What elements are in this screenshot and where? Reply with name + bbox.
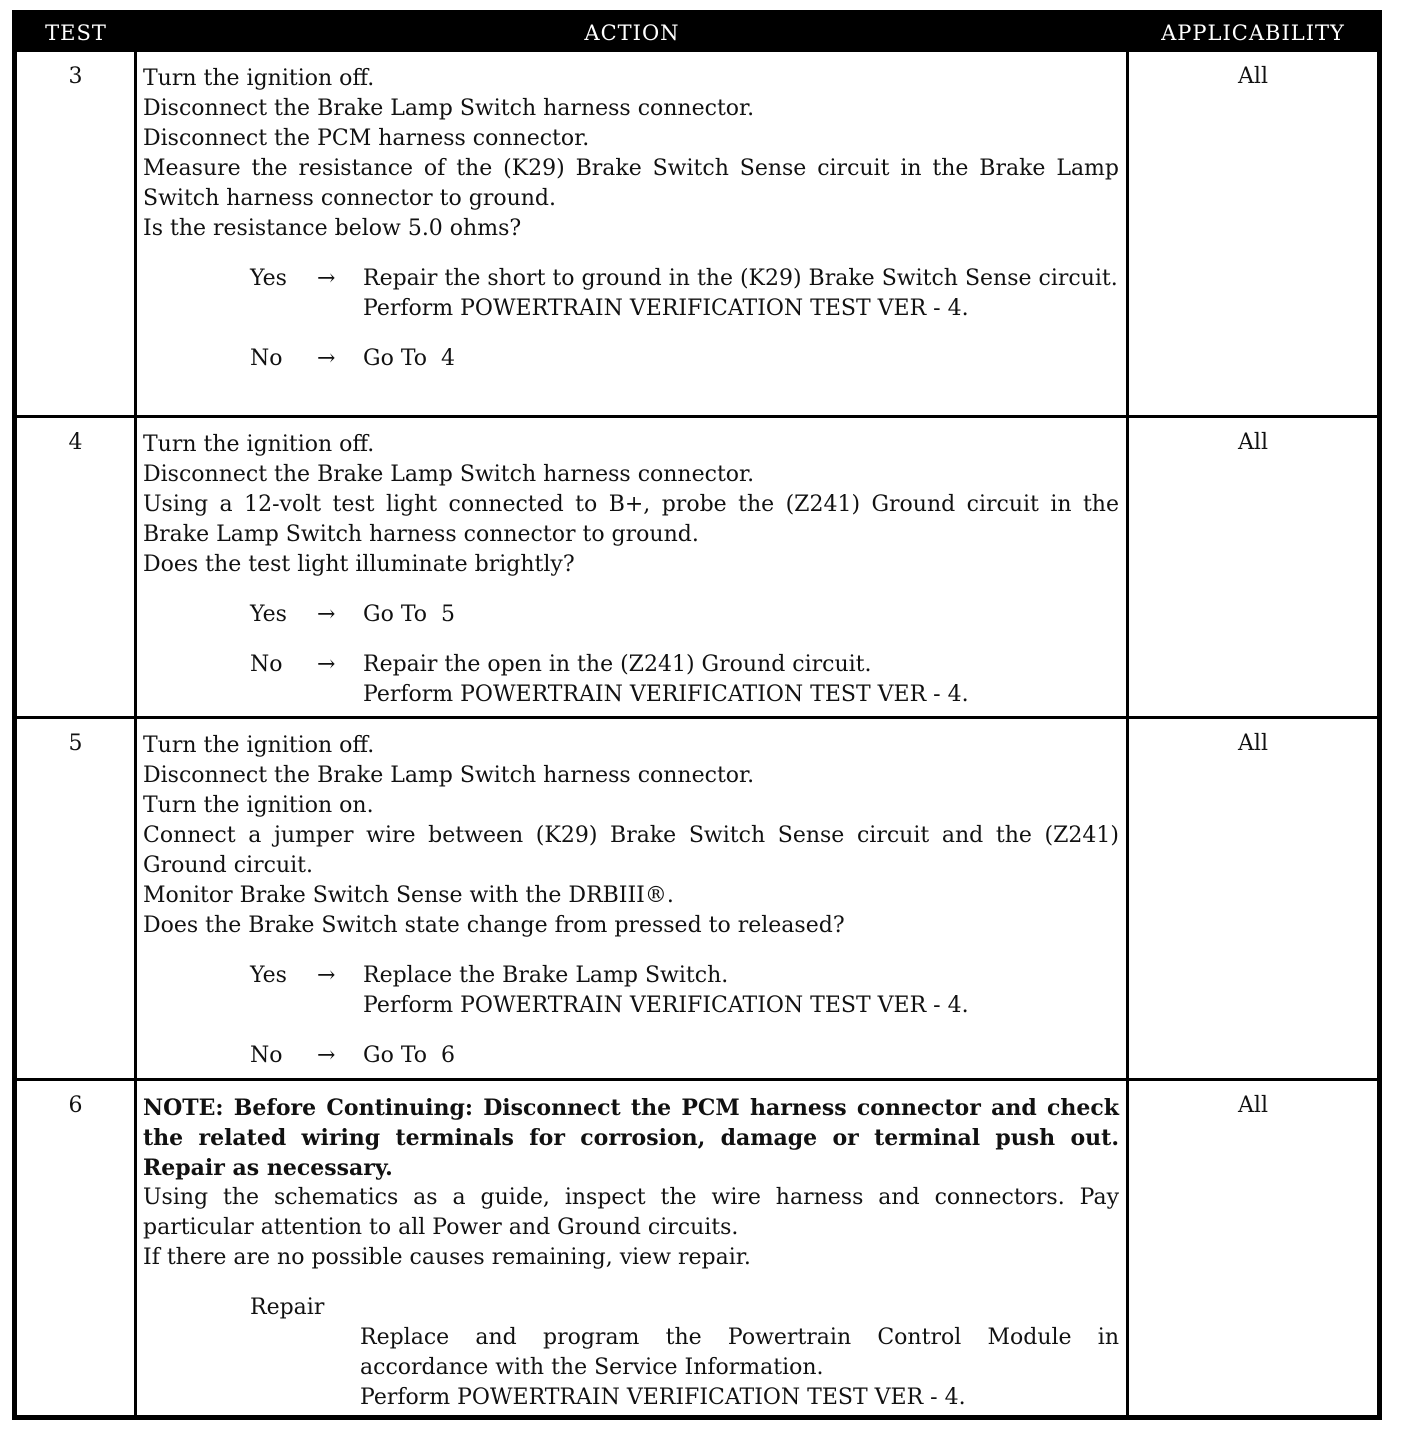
repair-label: Repair	[250, 1295, 325, 1320]
question-text: Is the resistance below 5.0 ohms?	[143, 216, 522, 241]
table-row	[17, 1078, 1377, 1415]
note-text: NOTE: Before Continuing: Disconnect the PCM harness connector and check the related wiring terminals for corrosion, damage or terminal push out. Repair as necessary.	[143, 1095, 1119, 1181]
step-text: Turn the ignition off.	[143, 66, 375, 91]
step-text: Using a 12-volt test light connected to B+, probe the (Z241) Ground circuit in the Brake Lamp Switch harness connector to ground.	[143, 492, 1119, 547]
right-arrow-icon: →	[317, 266, 336, 291]
no-text: Go To 4	[363, 346, 456, 371]
action-cell	[143, 731, 1119, 1071]
test-number: 5	[68, 731, 83, 756]
yes-text: Replace the Brake Lamp Switch.	[363, 963, 729, 988]
question-text: Does the test light illuminate brightly?	[143, 552, 575, 577]
no-option	[143, 344, 1119, 374]
applicability-value: All	[1238, 64, 1268, 89]
table-row	[17, 716, 1377, 1078]
yes-text: Go To 5	[363, 602, 456, 627]
step-text: If there are no possible causes remaining, view repair.	[143, 1245, 751, 1270]
right-arrow-icon: →	[317, 963, 336, 988]
header-test: TEST	[45, 21, 107, 45]
yes-option	[143, 264, 1119, 324]
right-arrow-icon: →	[317, 602, 336, 627]
test-number: 4	[68, 430, 83, 455]
step-text: Connect a jumper wire between (K29) Brake Switch Sense circuit and the (Z241) Ground circuit.	[143, 823, 1119, 878]
table-row	[17, 52, 1377, 415]
step-text: Disconnect the Brake Lamp Switch harness connector.	[143, 462, 755, 487]
right-arrow-icon: →	[317, 652, 336, 677]
step-text: Disconnect the Brake Lamp Switch harness connector.	[143, 96, 755, 121]
yes-label: Yes	[250, 963, 287, 988]
yes-label: Yes	[250, 266, 287, 291]
header-action: ACTION	[584, 21, 680, 45]
step-text: Monitor Brake Switch Sense with the DRBIII®.	[143, 883, 674, 908]
step-text: Turn the ignition on.	[143, 793, 374, 818]
no-option	[143, 650, 1119, 710]
action-cell	[143, 1093, 1119, 1413]
yes-text: Repair the short to ground in the (K29) Brake Switch Sense circuit.	[363, 266, 1118, 291]
step-text: Measure the resistance of the (K29) Brake Switch Sense circuit in the Brake Lamp Switch harness connector to ground.	[143, 156, 1119, 211]
step-text: Turn the ignition off.	[143, 733, 375, 758]
yes-text: Perform POWERTRAIN VERIFICATION TEST VER - 4.	[363, 296, 969, 321]
step-text: Turn the ignition off.	[143, 432, 375, 457]
step-text: Disconnect the PCM harness connector.	[143, 126, 590, 151]
yes-option	[143, 961, 1119, 1021]
yes-option	[143, 600, 1119, 630]
header-applicability: APPLICABILITY	[1161, 21, 1345, 45]
question-text: Does the Brake Switch state change from pressed to released?	[143, 913, 845, 938]
action-cell	[143, 64, 1119, 374]
no-text: Go To 6	[363, 1043, 456, 1068]
no-label: No	[250, 346, 283, 371]
applicability-value: All	[1238, 430, 1268, 455]
action-cell	[143, 430, 1119, 710]
applicability-value: All	[1238, 731, 1268, 756]
right-arrow-icon: →	[317, 1043, 336, 1068]
no-label: No	[250, 1043, 283, 1068]
step-text: Using the schematics as a guide, inspect the wire harness and connectors. Pay particular attention to all Power and Ground circuits.	[143, 1185, 1119, 1240]
test-number: 3	[68, 64, 83, 89]
repair-text: Perform POWERTRAIN VERIFICATION TEST VER - 4.	[360, 1385, 966, 1410]
right-arrow-icon: →	[317, 346, 336, 371]
table-header	[17, 15, 1377, 52]
yes-label: Yes	[250, 602, 287, 627]
no-label: No	[250, 652, 283, 677]
diagnostic-table	[12, 10, 1382, 1420]
no-option	[143, 1041, 1119, 1071]
repair-text: Replace and program the Powertrain Control Module in accordance with the Service Information.	[360, 1325, 1119, 1380]
step-text: Disconnect the Brake Lamp Switch harness connector.	[143, 763, 755, 788]
no-text: Repair the open in the (Z241) Ground circuit.	[363, 652, 872, 677]
yes-text: Perform POWERTRAIN VERIFICATION TEST VER - 4.	[363, 993, 969, 1018]
no-text: Perform POWERTRAIN VERIFICATION TEST VER - 4.	[363, 682, 969, 707]
test-number: 6	[68, 1093, 83, 1118]
table-row	[17, 415, 1377, 716]
applicability-value: All	[1238, 1093, 1268, 1118]
